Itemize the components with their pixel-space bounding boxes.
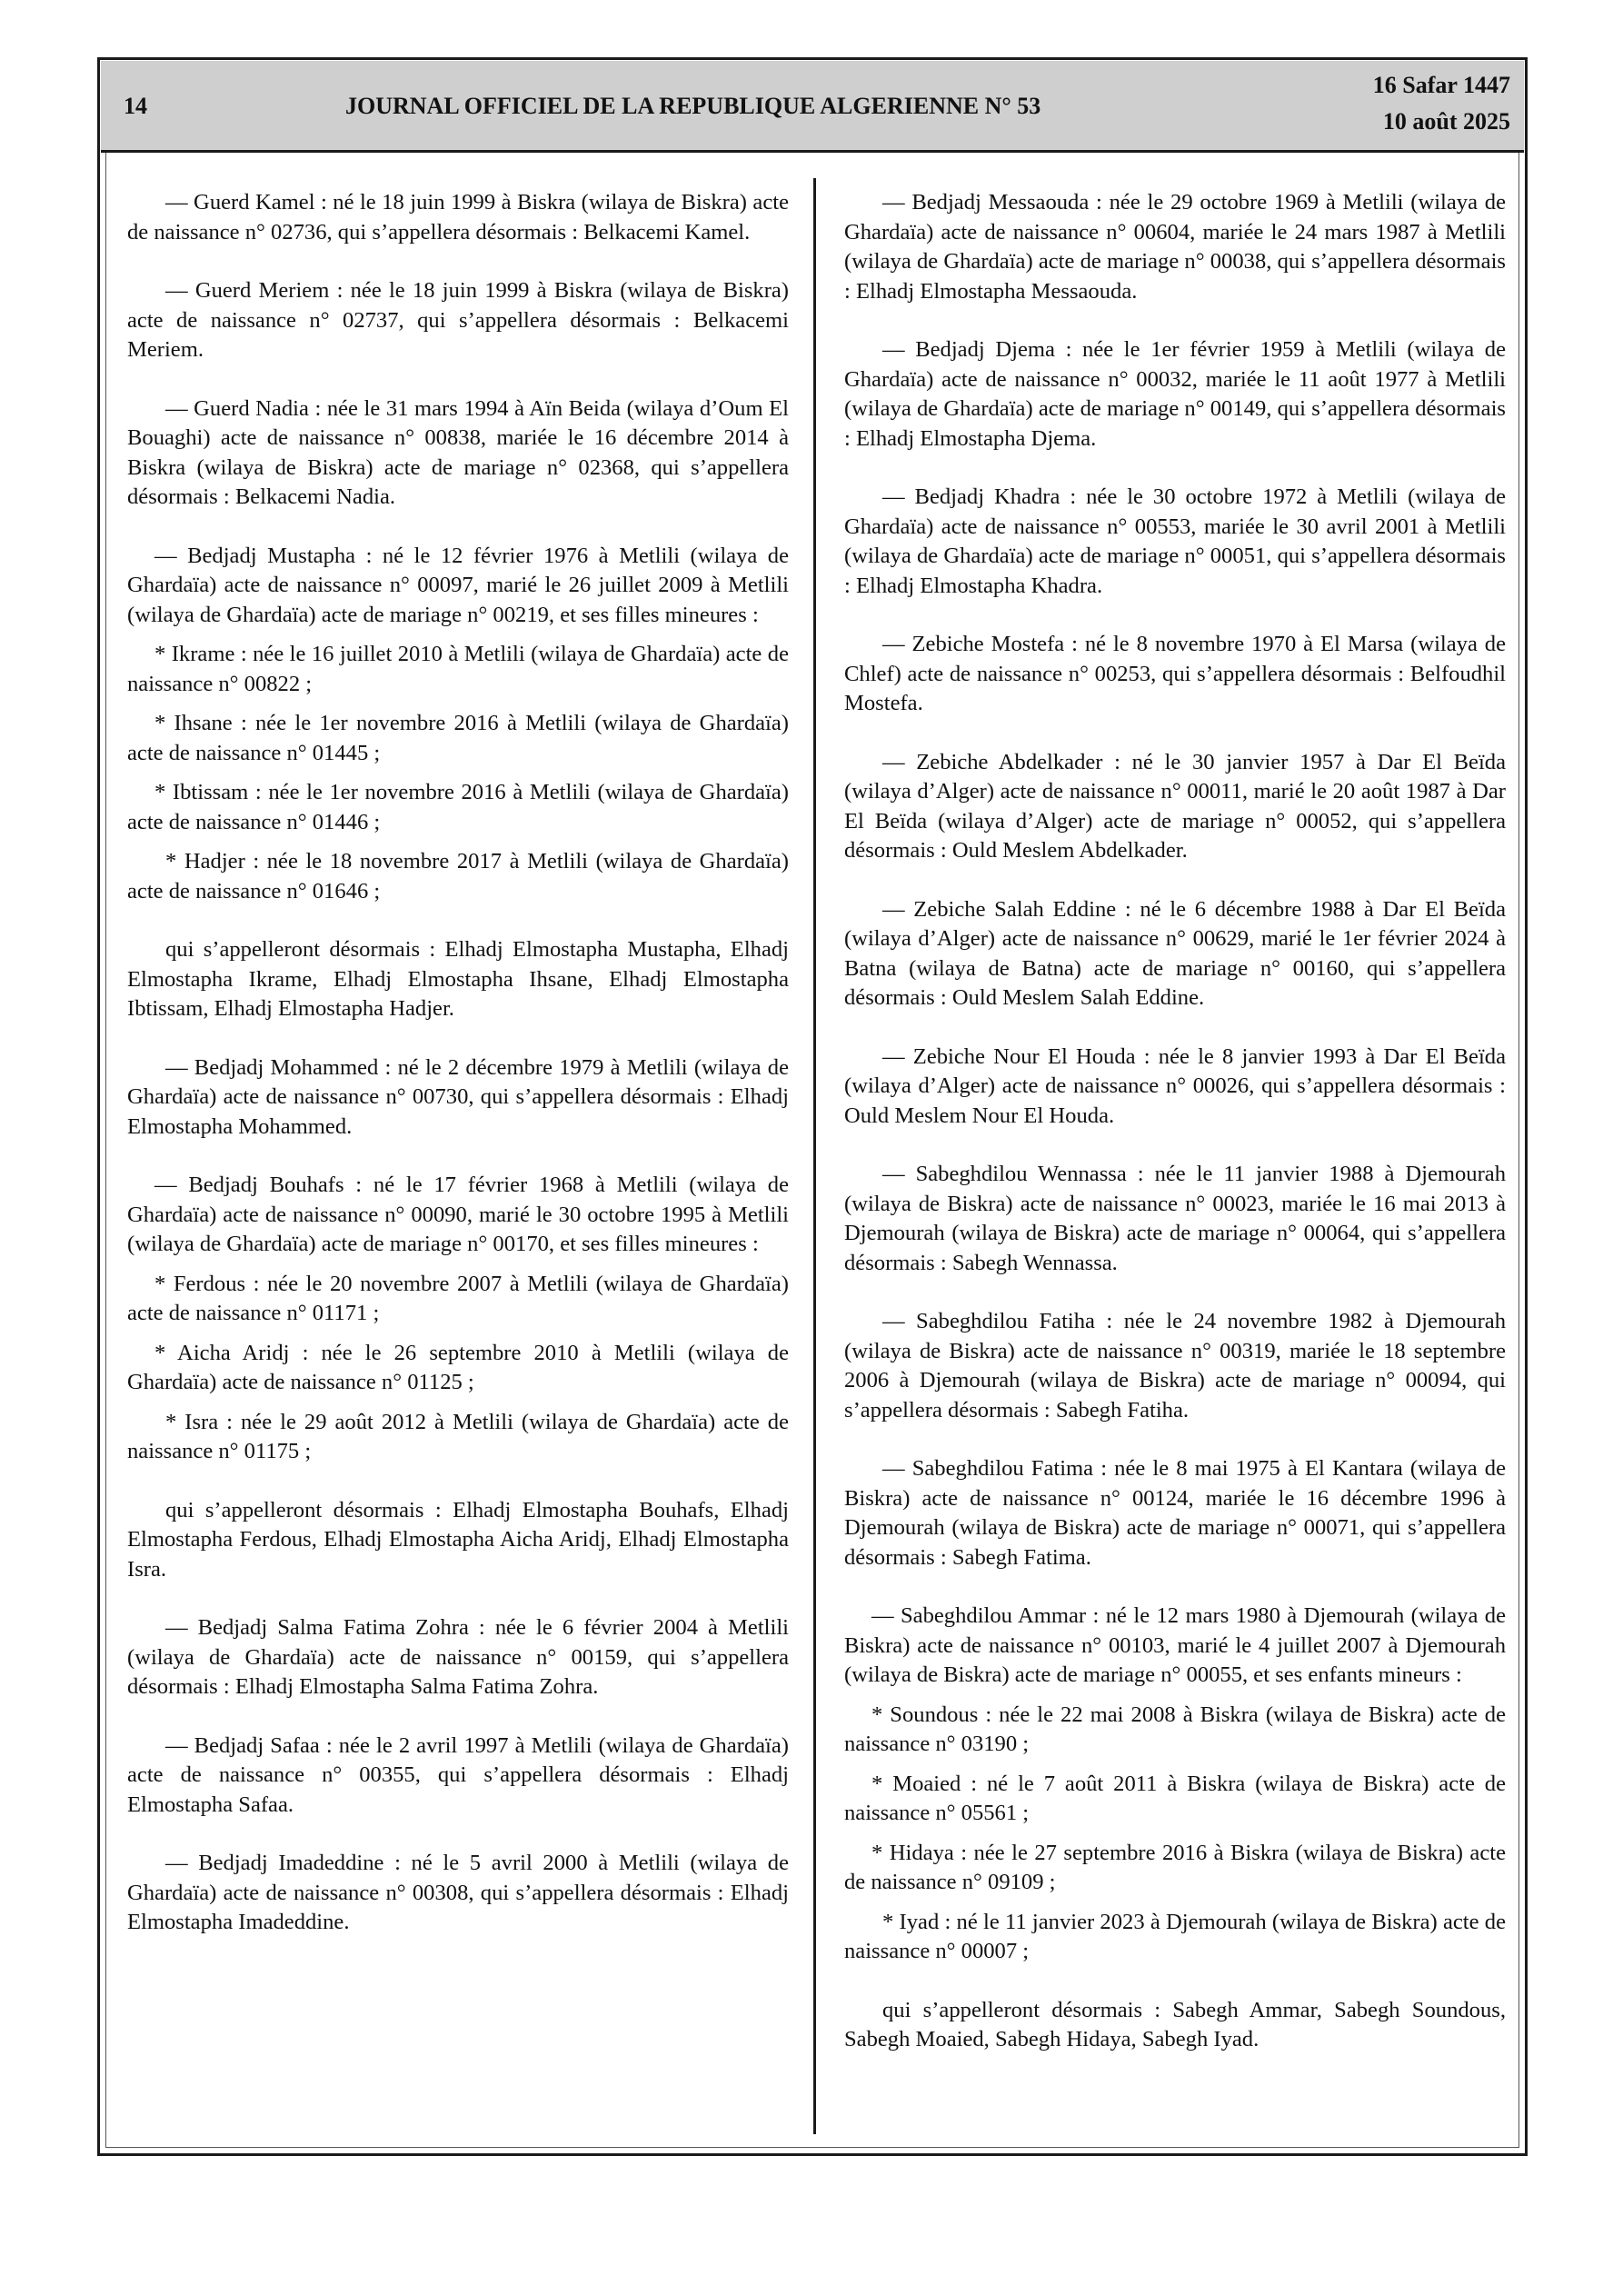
entry-paragraph: — Bedjadj Messaouda : née le 29 octobre 1969 à Metlili (wilaya de Ghardaïa) acte de naissance n° 00604, mariée le 24 mars 1987 à Metlili (wilaya de Ghardaïa) acte de mariage n° 00038, qui s’appellera désormais : Elhadj Elmostapha Messaouda. [844,190,1506,304]
entry-paragraph: — Guerd Kamel : né le 18 juin 1999 à Biskra (wilaya de Biskra) acte de naissance n° 02736, qui s’appellera désormais : Belkacemi Kamel. [127,190,789,245]
page-number: 14 [124,93,147,119]
entry-paragraph: — Bedjadj Mustapha : né le 12 février 1976 à Metlili (wilaya de Ghardaïa) acte de naissance n° 00097, marié le 26 juillet 2009 à Metlili (wilaya de Ghardaïa) acte de mariage n° 00219, et ses filles mineures : [127,543,789,627]
entry-paragraph: — Sabeghdilou Wennassa : née le 11 janvier 1988 à Djemourah (wilaya de Biskra) acte de naissance n° 00023, mariée le 16 mai 2013 à Djemourah (wilaya de Biskra) acte de mariage n° 00064, qui s’appellera désormais : Sabegh Wennassa. [844,1162,1506,1275]
entry-paragraph: — Bedjadj Khadra : née le 30 octobre 1972 à Metlili (wilaya de Ghardaïa) acte de naissance n° 00553, mariée le 30 avril 2001 à Metlili (wilaya de Ghardaïa) acte de mariage n° 00051, qui s’appellera désormais : Elhadj Elmostapha Khadra. [844,484,1506,598]
entry-paragraph: — Bedjadj Safaa : née le 2 avril 1997 à Metlili (wilaya de Ghardaïa) acte de naissance n° 00355, qui s’appellera désormais : Elhadj Elmostapha Safaa. [127,1732,789,1817]
entry-paragraph: — Sabeghdilou Ammar : né le 12 mars 1980 à Djemourah (wilaya de Biskra) acte de naissance n° 00103, marié le 4 juillet 2007 à Djemourah (wilaya de Biskra) acte de mariage n° 00055, et ses enfants mineurs : [844,1603,1506,1687]
entry-paragraph: — Zebiche Salah Eddine : né le 6 décembre 1988 à Dar El Beïda (wilaya d’Alger) acte de naissance n° 00629, marié le 1er février 2024 à Batna (wilaya de Batna) acte de mariage n° 00160, qui s’appellera désormais : Ould Meslem Salah Eddine. [844,896,1506,1010]
child-entry: * Hadjer : née le 18 novembre 2017 à Metlili (wilaya de Ghardaïa) acte de naissance n° 01646 ; [127,849,789,903]
entry-paragraph: — Bedjadj Mohammed : né le 2 décembre 1979 à Metlili (wilaya de Ghardaïa) acte de naissance n° 00730, qui s’appellera désormais : Elhadj Elmostapha Mohammed. [127,1054,789,1139]
entry-paragraph: — Guerd Nadia : née le 31 mars 1994 à Aïn Beida (wilaya d’Oum El Bouaghi) acte de naissance n° 00838, mariée le 16 décembre 2014 à Biskra (wilaya de Biskra) acte de mariage n° 02368, qui s’appellera désormais : Belkacemi Nadia. [127,395,789,509]
column-divider [813,178,816,2134]
entry-paragraph: — Guerd Meriem : née le 18 juin 1999 à Biskra (wilaya de Biskra) acte de naissance n° 02737, qui s’appellera désormais : Belkacemi Meriem. [127,278,789,362]
child-entry: * Ihsane : née le 1er novembre 2016 à Metlili (wilaya de Ghardaïa) acte de naissance n° 01445 ; [127,711,789,765]
child-entry: * Ibtissam : née le 1er novembre 2016 à Metlili (wilaya de Ghardaïa) acte de naissance n° 01446 ; [127,780,789,834]
child-entry: * Hidaya : née le 27 septembre 2016 à Biskra (wilaya de Biskra) acte de naissance n° 09109 ; [844,1840,1506,1894]
entry-paragraph: — Zebiche Mostefa : né le 8 novembre 1970 à El Marsa (wilaya de Chlef) acte de naissance n° 00253, qui s’appellera désormais : Belfoudhil Mostefa. [844,632,1506,715]
entry-paragraph: — Zebiche Abdelkader : né le 30 janvier 1957 à Dar El Beïda (wilaya d’Alger) acte de naissance n° 00011, marié le 20 août 1987 à Dar El Beïda (wilaya d’Alger) acte de mariage n° 00052, qui s’appellera désormais : Ould Meslem Abdelkader. [844,749,1506,863]
child-entry: * Soundous : née le 22 mai 2008 à Biskra (wilaya de Biskra) acte de naissance n° 03190 ; [844,1702,1506,1756]
renaming-summary: qui s’appelleront désormais : Sabegh Ammar, Sabegh Soundous, Sabegh Moaied, Sabegh Hidaya, Sabegh Iyad. [844,1997,1506,2051]
child-entry: * Aicha Aridj : née le 26 septembre 2010 à Metlili (wilaya de Ghardaïa) acte de naissance n° 01125 ; [127,1340,789,1394]
left-column [127,188,789,1967]
child-entry: * Isra : née le 29 août 2012 à Metlili (wilaya de Ghardaïa) acte de naissance n° 01175 ; [127,1409,789,1463]
entry-paragraph: — Bedjadj Imadeddine : né le 5 avril 2000 à Metlili (wilaya de Ghardaïa) acte de naissance n° 00308, qui s’appellera désormais : Elhadj Elmostapha Imadeddine. [127,1851,789,1934]
child-entry: * Ikrame : née le 16 juillet 2010 à Metlili (wilaya de Ghardaïa) acte de naissance n° 00822 ; [127,642,789,696]
entry-paragraph: — Sabeghdilou Fatiha : née le 24 novembre 1982 à Djemourah (wilaya de Biskra) acte de naissance n° 00319, mariée le 18 septembre 2006 à Djemourah (wilaya de Biskra) acte de mariage n° 00094, qui s’appellera désormais : Sabegh Fatiha. [844,1309,1506,1423]
entry-paragraph: — Bedjadj Bouhafs : né le 17 février 1968 à Metlili (wilaya de Ghardaïa) acte de naissance n° 00090, marié le 30 octobre 1995 à Metlili (wilaya de Ghardaïa) acte de mariage n° 00170, et ses filles mineures : [127,1173,789,1256]
child-entry: * Iyad : né le 11 janvier 2023 à Djemourah (wilaya de Biskra) acte de naissance n° 00007 ; [844,1909,1506,1963]
renaming-summary: qui s’appelleront désormais : Elhadj Elmostapha Mustapha, Elhadj Elmostapha Ikrame, Elhadj Elmostapha Ihsane, Elhadj Elmostapha Ibtissam, Elhadj Elmostapha Hadjer. [127,937,789,1021]
gregorian-date: 10 août 2025 [1382,108,1510,135]
child-entry: * Ferdous : née le 20 novembre 2007 à Metlili (wilaya de Ghardaïa) acte de naissance n° 01171 ; [127,1271,789,1325]
hijri-date: 16 Safar 1447 [1372,72,1510,98]
entry-paragraph: — Sabeghdilou Fatima : née le 8 mai 1975 à El Kantara (wilaya de Biskra) acte de naissance n° 00124, mariée le 16 décembre 1996 à Djemourah (wilaya de Biskra) acte de mariage n° 00071, qui s’appellera désormais : Sabegh Fatima. [844,1456,1506,1570]
entry-paragraph: — Bedjadj Salma Fatima Zohra : née le 6 février 2004 à Metlili (wilaya de Ghardaïa) acte de naissance n° 00159, qui s’appellera désormais : Elhadj Elmostapha Salma Fatima Zohra. [127,1615,789,1699]
right-column [844,188,1506,2084]
journal-title: JOURNAL OFFICIEL DE LA REPUBLIQUE ALGERIENNE N° 53 [345,93,1041,119]
entry-paragraph: — Zebiche Nour El Houda : née le 8 janvier 1993 à Dar El Beïda (wilaya d’Alger) acte de naissance n° 00026, qui s’appellera désormais : Ould Meslem Nour El Houda. [844,1043,1506,1128]
renaming-summary: qui s’appelleront désormais : Elhadj Elmostapha Bouhafs, Elhadj Elmostapha Ferdous, Elhadj Elmostapha Aicha Aridj, Elhadj Elmostapha Isra. [127,1497,789,1582]
entry-paragraph: — Bedjadj Djema : née le 1er février 1959 à Metlili (wilaya de Ghardaïa) acte de naissance n° 00032, mariée le 11 août 1977 à Metlili (wilaya de Ghardaïa) acte de mariage n° 00149, qui s’appellera désormais : Elhadj Elmostapha Djema. [844,337,1506,451]
child-entry: * Moaied : né le 7 août 2011 à Biskra (wilaya de Biskra) acte de naissance n° 05561 ; [844,1771,1506,1825]
